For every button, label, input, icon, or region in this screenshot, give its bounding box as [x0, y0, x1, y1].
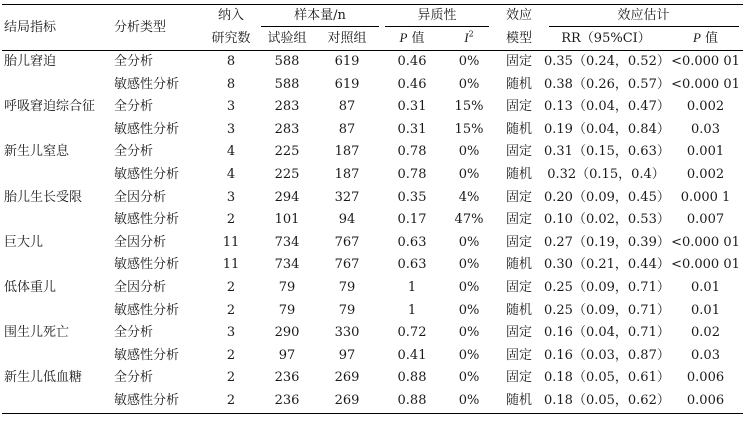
cell-outcome	[2, 119, 114, 142]
sample-size-label: 样本量/n	[261, 6, 379, 27]
table-row	[2, 164, 743, 187]
cell-included-studies: 11	[222, 234, 240, 250]
pvalue-italic: P	[692, 30, 701, 45]
cell-control-n: 87	[338, 121, 356, 137]
cell-p-value: 0.002	[686, 99, 725, 115]
cell-p-value: 0.01	[691, 302, 720, 318]
cell-i2: 0%	[458, 76, 480, 92]
pvalue-suffix: 值	[700, 31, 719, 46]
cell-included-studies: 4	[226, 166, 236, 182]
cell-rr-ci: 0.27（0.19，0.39）	[544, 234, 670, 250]
cell-rr-ci: 0.25（0.09，0.71）	[544, 302, 670, 318]
table-row	[2, 209, 743, 232]
cell-effect-model: 固定	[505, 54, 532, 69]
header-included-line2: 研究数	[202, 27, 260, 51]
cell-p-value: <0.000 01	[671, 257, 740, 273]
cell-control-n: 330	[334, 325, 360, 341]
meta-analysis-table	[2, 4, 743, 414]
cell-control-n: 767	[334, 234, 360, 250]
cell-rr-ci: 0.19（0.04，0.84）	[544, 121, 670, 137]
header-row-1	[2, 5, 743, 28]
cell-heterogeneity-p: 0.35	[397, 189, 427, 205]
cell-heterogeneity-p: 0.63	[397, 234, 427, 250]
cell-p-value: 0.02	[691, 325, 720, 341]
header-analysis-type: 分析类型	[114, 5, 202, 51]
cell-effect-model: 随机	[505, 76, 532, 92]
table-body	[2, 51, 743, 414]
cell-p-value: <0.000 01	[671, 234, 740, 250]
table-row	[2, 254, 743, 277]
cell-heterogeneity-p: 0.17	[397, 212, 427, 228]
cell-analysis-type: 全因分析	[114, 279, 167, 295]
cell-control-n: 187	[334, 144, 360, 160]
cell-heterogeneity-p: 0.41	[397, 347, 427, 363]
cell-effect-model: 固定	[505, 279, 532, 295]
header-rr-ci: RR（95%CI）	[544, 27, 668, 51]
cell-control-n: 79	[338, 302, 356, 318]
cell-experimental-n: 734	[274, 234, 300, 250]
cell-i2: 0%	[444, 390, 494, 413]
cell-i2: 0%	[458, 234, 480, 250]
cell-rr-ci: 0.16（0.03，0.87）	[544, 347, 670, 363]
cell-analysis-type: 全分析	[114, 370, 154, 386]
cell-p-value: 0.007	[686, 212, 725, 228]
cell-experimental-n: 236	[274, 370, 300, 386]
cell-p-value: <0.000 01	[671, 54, 740, 69]
header-control: 对照组	[314, 27, 380, 51]
cell-control-n: 767	[334, 257, 360, 273]
header-effect-line1: 效应	[494, 5, 544, 28]
p-italic: P	[399, 30, 408, 45]
cell-analysis-type: 全分析	[114, 54, 154, 69]
cell-p-value: 0.001	[686, 144, 725, 160]
cell-experimental-n: 236	[260, 390, 314, 413]
table-row	[2, 187, 743, 210]
table-row	[2, 74, 743, 97]
cell-rr-ci: 0.35（0.24，0.52）	[544, 54, 670, 69]
cell-heterogeneity-p: 1	[407, 279, 417, 295]
cell-control-n: 269	[334, 370, 360, 386]
cell-included-studies: 2	[226, 347, 236, 363]
cell-analysis-type: 敏感性分析	[114, 76, 180, 92]
cell-rr-ci: 0.13（0.04，0.47）	[544, 99, 670, 115]
cell-i2: 15%	[454, 99, 484, 115]
header-p	[380, 27, 444, 51]
cell-outcome	[2, 254, 114, 277]
cell-effect-model: 随机	[505, 257, 532, 273]
cell-outcome: 低体重儿	[4, 279, 57, 295]
cell-experimental-n: 734	[274, 257, 300, 273]
cell-included-studies: 3	[226, 121, 236, 137]
cell-effect-model: 固定	[505, 370, 532, 386]
cell-rr-ci: 0.10（0.02，0.53）	[544, 212, 670, 228]
cell-outcome	[2, 209, 114, 232]
cell-outcome	[2, 345, 114, 368]
cell-p-value: 0.006	[668, 390, 743, 413]
header-included-line1: 纳入	[202, 5, 260, 28]
cell-included-studies: 2	[226, 370, 236, 386]
cell-experimental-n: 101	[274, 212, 300, 228]
cell-effect-model: 随机	[505, 166, 532, 182]
cell-experimental-n: 79	[278, 302, 296, 318]
cell-analysis-type: 全因分析	[114, 189, 167, 205]
cell-included-studies: 8	[226, 54, 236, 69]
cell-rr-ci: 0.30（0.21，0.44）	[544, 257, 670, 273]
p-suffix: 值	[407, 31, 425, 46]
cell-rr-ci: 0.31（0.15，0.63）	[544, 144, 670, 160]
i2-sup: 2	[468, 29, 474, 39]
header-i2	[444, 27, 494, 51]
cell-heterogeneity-p: 0.88	[397, 370, 427, 386]
cell-rr-ci: 0.16（0.04，0.71）	[544, 325, 670, 341]
cell-effect-model: 固定	[505, 234, 532, 250]
cell-analysis-type: 敏感性分析	[114, 166, 180, 182]
cell-control-n: 619	[334, 76, 360, 92]
cell-included-studies: 8	[226, 76, 236, 92]
cell-outcome	[2, 164, 114, 187]
cell-p-value: 0.03	[691, 347, 720, 363]
cell-heterogeneity-p: 0.72	[397, 325, 427, 341]
cell-analysis-type: 敏感性分析	[114, 302, 180, 318]
cell-p-value: 0.03	[691, 121, 720, 137]
cell-analysis-type: 全分析	[114, 99, 154, 115]
cell-control-n: 79	[338, 279, 356, 295]
cell-included-studies: 3	[226, 99, 236, 115]
cell-analysis-type: 敏感性分析	[114, 390, 202, 413]
cell-rr-ci: 0.25（0.09，0.71）	[544, 279, 670, 295]
cell-included-studies: 2	[226, 279, 236, 295]
cell-control-n: 87	[338, 99, 356, 115]
header-sample-size	[260, 5, 380, 28]
heterogeneity-label: 异质性	[385, 6, 489, 27]
header-effect-line2: 模型	[494, 27, 544, 51]
cell-heterogeneity-p: 0.78	[397, 144, 427, 160]
cell-i2: 0%	[458, 325, 480, 341]
cell-control-n: 619	[334, 54, 360, 69]
cell-outcome	[2, 300, 114, 323]
table-row	[2, 119, 743, 142]
cell-experimental-n: 283	[274, 121, 300, 137]
cell-experimental-n: 290	[274, 325, 300, 341]
cell-effect-model: 固定	[505, 347, 532, 363]
effect-estimate-label: 效应估计	[549, 6, 739, 27]
table-row	[2, 51, 743, 74]
cell-i2: 0%	[458, 279, 480, 295]
cell-included-studies: 11	[222, 257, 240, 273]
header-p-value	[668, 27, 743, 51]
cell-experimental-n: 79	[278, 279, 296, 295]
cell-experimental-n: 225	[274, 144, 300, 160]
cell-effect-model: 固定	[505, 144, 532, 160]
cell-included-studies: 2	[226, 302, 236, 318]
cell-p-value: 0.002	[686, 166, 725, 182]
cell-p-value: <0.000 01	[671, 76, 740, 92]
cell-effect-model: 固定	[505, 325, 532, 341]
cell-i2: 0%	[458, 54, 480, 69]
cell-outcome: 胎儿窘迫	[4, 54, 57, 69]
cell-included-studies: 4	[226, 144, 236, 160]
cell-analysis-type: 全分析	[114, 144, 154, 160]
cell-heterogeneity-p: 0.31	[397, 99, 427, 115]
cell-effect-model: 固定	[505, 212, 532, 228]
cell-included-studies: 3	[226, 189, 236, 205]
cell-included-studies: 3	[226, 325, 236, 341]
cell-outcome	[2, 390, 114, 413]
cell-effect-model: 随机	[505, 121, 532, 137]
cell-control-n: 187	[334, 166, 360, 182]
header-effect-estimate	[544, 5, 743, 28]
table-row	[2, 277, 743, 300]
cell-experimental-n: 588	[274, 54, 300, 69]
cell-experimental-n: 588	[274, 76, 300, 92]
cell-control-n: 327	[334, 189, 360, 205]
cell-outcome: 围生儿死亡	[4, 325, 70, 341]
cell-i2: 0%	[458, 347, 480, 363]
cell-effect-model: 固定	[505, 189, 532, 205]
cell-control-n: 97	[338, 347, 356, 363]
cell-analysis-type: 全分析	[114, 325, 154, 341]
table-row	[2, 141, 743, 164]
cell-outcome: 胎儿生长受限	[4, 189, 83, 205]
cell-heterogeneity-p: 0.46	[397, 76, 427, 92]
cell-p-value: 0.006	[686, 370, 725, 386]
table-row	[2, 322, 743, 345]
cell-effect-model: 固定	[505, 99, 532, 115]
cell-control-n: 94	[338, 212, 356, 228]
table-row	[2, 390, 743, 413]
cell-outcome	[2, 74, 114, 97]
cell-i2: 15%	[454, 121, 484, 137]
table-row	[2, 232, 743, 255]
cell-effect-model: 随机	[505, 302, 532, 318]
cell-included-studies: 2	[226, 212, 236, 228]
header-experimental: 试验组	[260, 27, 314, 51]
cell-experimental-n: 225	[274, 166, 300, 182]
i2-italic: I	[464, 30, 469, 45]
table-row	[2, 96, 743, 119]
cell-experimental-n: 294	[274, 189, 300, 205]
cell-p-value: 0.01	[691, 279, 720, 295]
cell-experimental-n: 97	[278, 347, 296, 363]
table-row	[2, 345, 743, 368]
cell-heterogeneity-p: 0.63	[397, 257, 427, 273]
cell-outcome: 新生儿低血糖	[4, 370, 83, 386]
cell-heterogeneity-p: 0.46	[397, 54, 427, 69]
cell-heterogeneity-p: 0.31	[397, 121, 427, 137]
cell-i2: 0%	[458, 144, 480, 160]
header-outcome: 结局指标	[2, 5, 114, 51]
cell-rr-ci: 0.38（0.26，0.57）	[544, 76, 670, 92]
table-row	[2, 300, 743, 323]
table-row	[2, 367, 743, 390]
cell-analysis-type: 敏感性分析	[114, 347, 180, 363]
cell-heterogeneity-p: 0.78	[397, 166, 427, 182]
cell-i2: 4%	[458, 189, 480, 205]
cell-analysis-type: 全因分析	[114, 234, 167, 250]
cell-analysis-type: 敏感性分析	[114, 212, 180, 228]
cell-i2: 0%	[458, 370, 480, 386]
cell-i2: 47%	[454, 212, 484, 228]
cell-p-value: 0.000 1	[680, 189, 731, 205]
cell-rr-ci: 0.18（0.05，0.61）	[544, 370, 670, 386]
cell-rr-ci: 0.32（0.15，0.4）	[547, 166, 665, 182]
cell-i2: 0%	[458, 302, 480, 318]
cell-analysis-type: 敏感性分析	[114, 257, 180, 273]
cell-analysis-type: 敏感性分析	[114, 121, 180, 137]
cell-i2: 0%	[458, 257, 480, 273]
cell-rr-ci: 0.20（0.09，0.45）	[544, 189, 670, 205]
cell-heterogeneity-p: 0.88	[380, 390, 444, 413]
cell-heterogeneity-p: 1	[407, 302, 417, 318]
cell-control-n: 269	[314, 390, 380, 413]
cell-included-studies: 2	[202, 390, 260, 413]
header-heterogeneity	[380, 5, 494, 28]
cell-experimental-n: 283	[274, 99, 300, 115]
cell-outcome: 呼吸窘迫综合征	[4, 99, 96, 115]
cell-rr-ci: 0.18（0.05，0.62）	[544, 390, 668, 413]
cell-i2: 0%	[458, 166, 480, 182]
cell-effect-model: 随机	[494, 390, 544, 413]
cell-outcome: 新生儿窒息	[4, 144, 70, 160]
cell-outcome: 巨大儿	[4, 234, 44, 250]
